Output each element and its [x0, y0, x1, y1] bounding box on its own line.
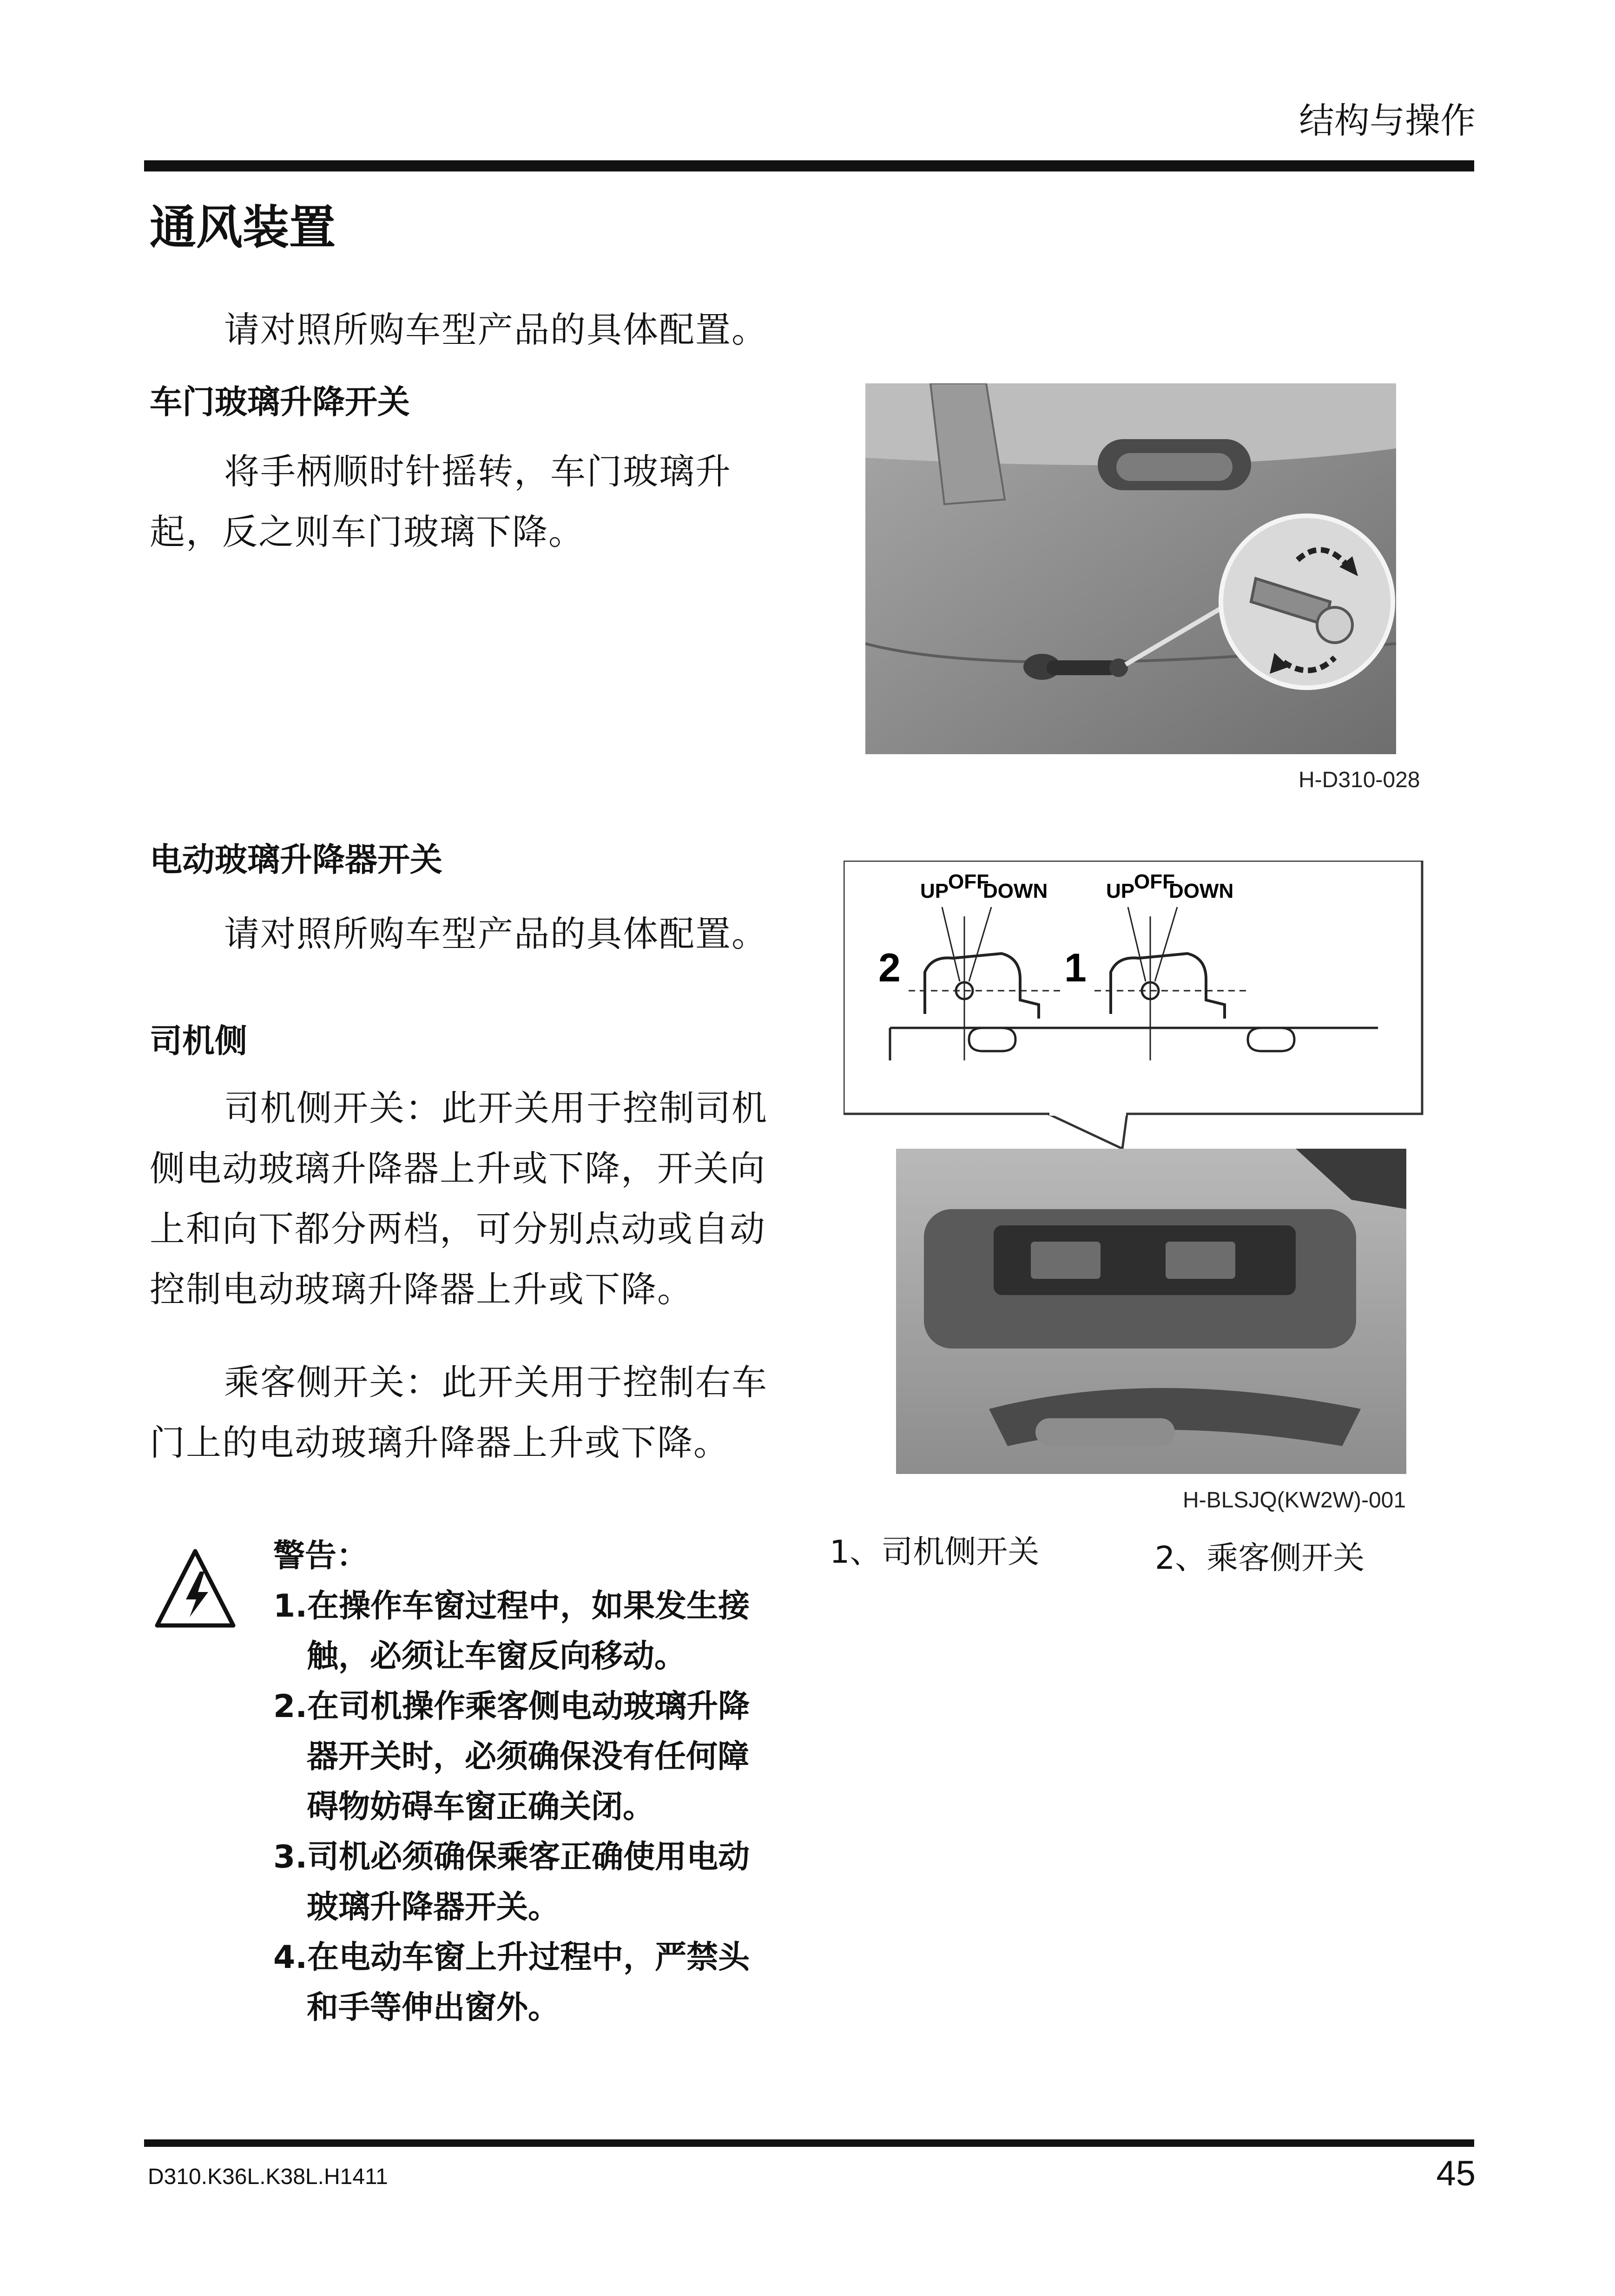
warning-item-4: 4.在电动车窗上升过程中，严禁头和手等伸出窗外。 — [273, 1939, 750, 2026]
diagram-up-label-passenger: UP — [920, 880, 949, 902]
footer-rule — [144, 2139, 1474, 2147]
figure-code-power-window: H-BLSJQ(KW2W)-001 — [1183, 1488, 1406, 1513]
section-body-window-crank: 将手柄顺时针摇转，车门玻璃升起，反之则车门玻璃下降。 — [150, 451, 732, 553]
passenger-side-body: 乘客侧开关：此开关用于控制右车门上的电动玻璃升降器上升或下降。 — [150, 1362, 768, 1463]
header-rule — [144, 160, 1474, 171]
switch-diagram-svg — [844, 861, 1424, 1149]
driver-side-body: 司机侧开关：此开关用于控制司机侧电动玻璃升降器上升或下降，开关向上和向下都分两档，可分别点动或自动控制电动玻璃升降器上升或下降。 — [150, 1087, 768, 1310]
page-number: 45 — [1436, 2154, 1476, 2193]
figure-code-window-crank: H-D310-028 — [1299, 768, 1420, 792]
door-crank-illustration — [865, 383, 1396, 754]
power-window-switch-illustration — [896, 1149, 1406, 1474]
diagram-number-2: 2 — [878, 946, 901, 990]
warning-item-1: 1.在操作车窗过程中，如果发生接触，必须让车窗反向移动。 — [273, 1588, 750, 1675]
section-heading-window-crank: 车门玻璃升降开关 — [150, 383, 410, 421]
diagram-off-label-driver: OFF — [1134, 870, 1175, 893]
document-code: D310.K36L.K38L.H1411 — [148, 2164, 388, 2189]
warning-block — [273, 1531, 761, 2033]
warning-item-3: 3.司机必须确保乘客正确使用电动玻璃升降器开关。 — [273, 1839, 750, 1926]
legend-driver-switch: 1、司机侧开关 — [830, 1534, 1040, 1571]
section-heading-power-window: 电动玻璃升降器开关 — [150, 841, 442, 879]
warning-title: 警告： — [273, 1538, 369, 1574]
diagram-down-label-driver: DOWN — [1169, 880, 1234, 902]
section-intro-power-window: 请对照所购车型产品的具体配置。 — [224, 913, 768, 954]
diagram-down-label-passenger: DOWN — [983, 880, 1048, 902]
page-title: 通风装置 — [150, 200, 336, 255]
diagram-number-1: 1 — [1064, 946, 1087, 990]
driver-side-heading: 司机侧 — [150, 1022, 247, 1060]
intro-text: 请对照所购车型产品的具体配置。 — [224, 309, 768, 350]
switch-diagram — [844, 861, 1424, 1149]
high-voltage-warning-icon — [153, 1547, 237, 1631]
door-crank-photo — [865, 383, 1396, 754]
diagram-up-label-driver: UP — [1106, 880, 1135, 902]
legend-passenger-switch: 2、乘客侧开关 — [1155, 1540, 1365, 1577]
warning-item-2: 2.在司机操作乘客侧电动玻璃升降器开关时，必须确保没有任何障碍物妨碍车窗正确关闭。 — [273, 1688, 750, 1825]
power-window-switch-photo — [896, 1149, 1406, 1474]
diagram-off-label-passenger: OFF — [948, 870, 989, 893]
running-header: 结构与操作 — [1299, 100, 1476, 141]
